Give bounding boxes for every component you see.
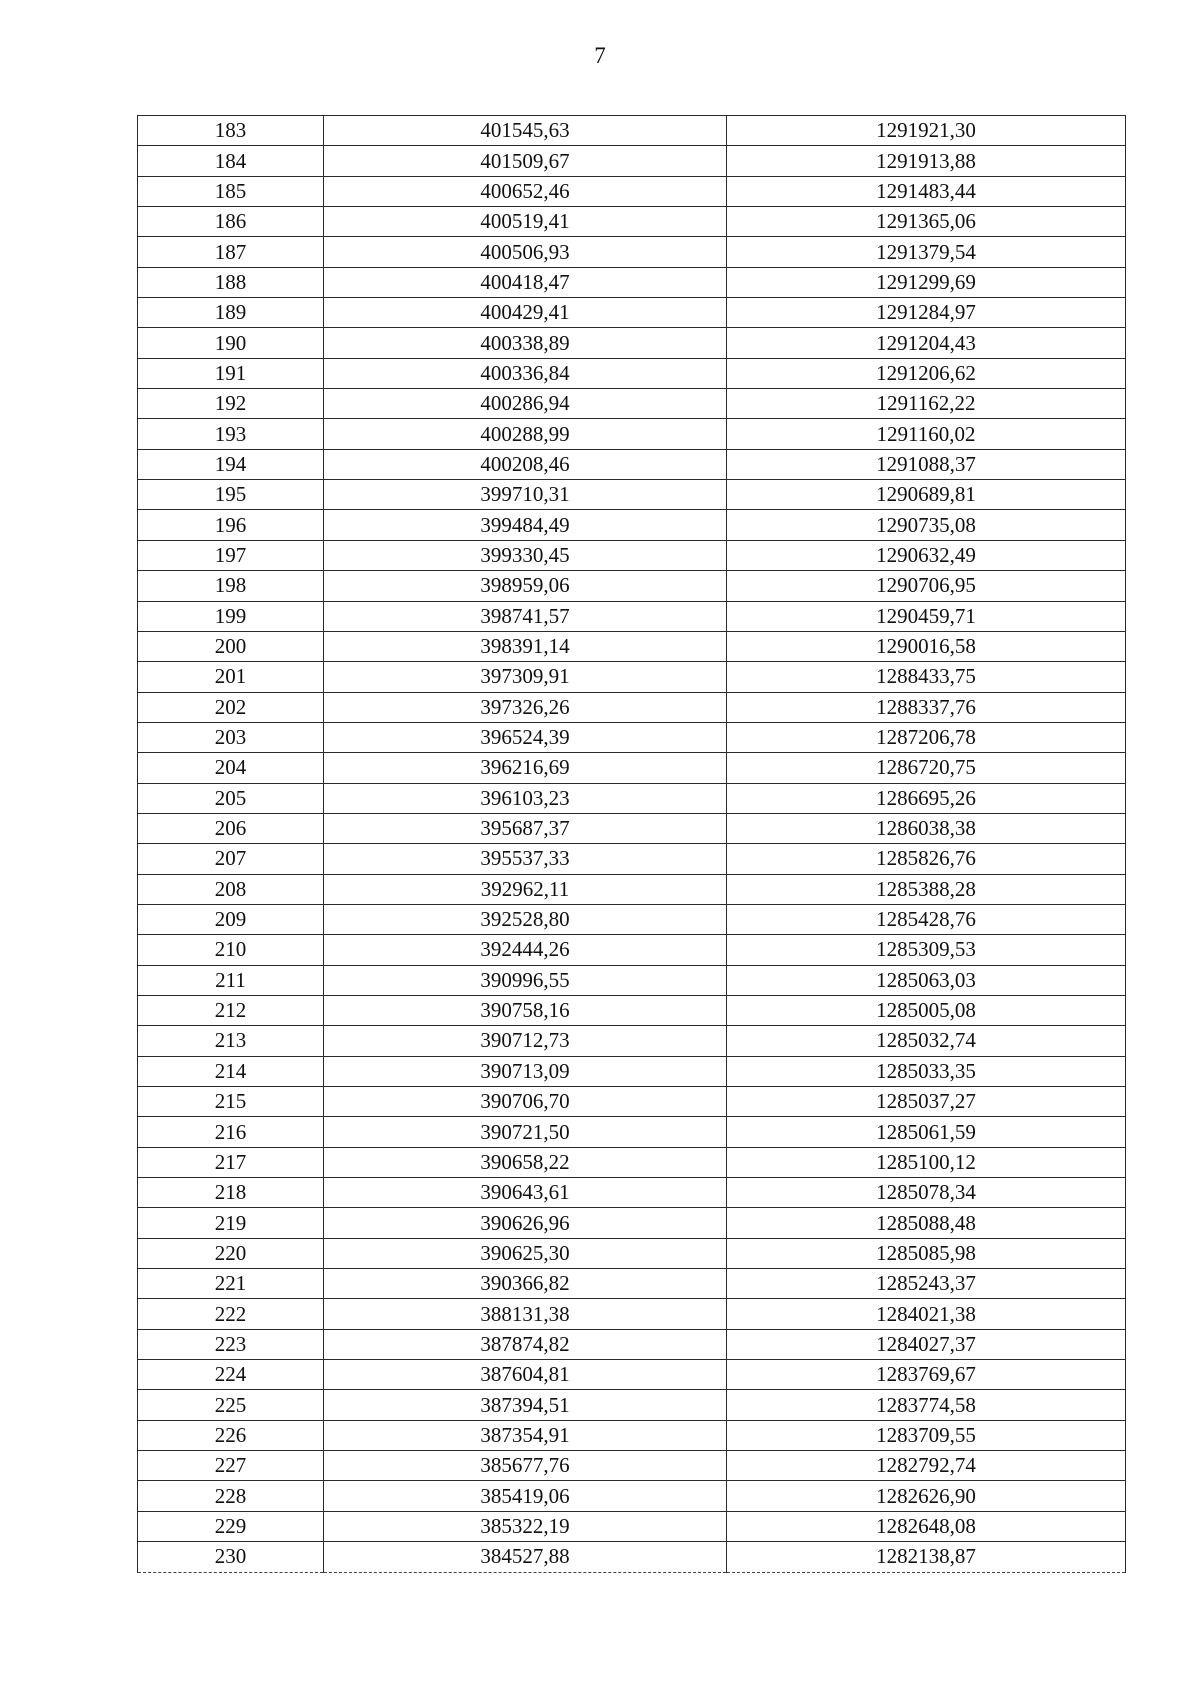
- point-number-cell: 208: [138, 874, 324, 904]
- point-number-cell: 189: [138, 298, 324, 328]
- x-coordinate-cell: 384527,88: [324, 1542, 727, 1572]
- point-number-cell: 219: [138, 1208, 324, 1238]
- table-row: [138, 298, 1126, 328]
- y-coordinate-cell: 1285309,53: [727, 935, 1126, 965]
- y-coordinate-cell: 1291483,44: [727, 176, 1126, 206]
- point-number-cell: 215: [138, 1087, 324, 1117]
- y-coordinate-cell: 1282138,87: [727, 1542, 1126, 1572]
- table-row: [138, 1087, 1126, 1117]
- table-row: [138, 1178, 1126, 1208]
- y-coordinate-cell: 1283774,58: [727, 1390, 1126, 1420]
- x-coordinate-cell: 385322,19: [324, 1511, 727, 1541]
- y-coordinate-cell: 1290689,81: [727, 480, 1126, 510]
- x-coordinate-cell: 400338,89: [324, 328, 727, 358]
- table-row: [138, 328, 1126, 358]
- table-row: [138, 1542, 1126, 1572]
- table-row: [138, 1147, 1126, 1177]
- point-number-cell: 230: [138, 1542, 324, 1572]
- point-number-cell: 226: [138, 1420, 324, 1450]
- y-coordinate-cell: 1290706,95: [727, 571, 1126, 601]
- table-row: [138, 1117, 1126, 1147]
- table-row: [138, 904, 1126, 934]
- point-number-cell: 209: [138, 904, 324, 934]
- point-number-cell: 197: [138, 540, 324, 570]
- table-row: [138, 874, 1126, 904]
- point-number-cell: 212: [138, 995, 324, 1025]
- table-row: [138, 480, 1126, 510]
- point-number-cell: 192: [138, 389, 324, 419]
- y-coordinate-cell: 1285061,59: [727, 1117, 1126, 1147]
- x-coordinate-cell: 400418,47: [324, 267, 727, 297]
- table-row: [138, 722, 1126, 752]
- y-coordinate-cell: 1285005,08: [727, 995, 1126, 1025]
- table-row: [138, 176, 1126, 206]
- y-coordinate-cell: 1285100,12: [727, 1147, 1126, 1177]
- x-coordinate-cell: 390758,16: [324, 995, 727, 1025]
- y-coordinate-cell: 1291913,88: [727, 146, 1126, 176]
- x-coordinate-cell: 396216,69: [324, 753, 727, 783]
- table-row: [138, 1238, 1126, 1268]
- table-row: [138, 935, 1126, 965]
- table-row: [138, 1299, 1126, 1329]
- y-coordinate-cell: 1290632,49: [727, 540, 1126, 570]
- table-row: [138, 1451, 1126, 1481]
- point-number-cell: 206: [138, 813, 324, 843]
- table-row: [138, 601, 1126, 631]
- point-number-cell: 196: [138, 510, 324, 540]
- x-coordinate-cell: 390626,96: [324, 1208, 727, 1238]
- x-coordinate-cell: 400519,41: [324, 207, 727, 237]
- table-row: [138, 207, 1126, 237]
- point-number-cell: 213: [138, 1026, 324, 1056]
- table-row: [138, 358, 1126, 388]
- table-row: [138, 1481, 1126, 1511]
- x-coordinate-cell: 398391,14: [324, 631, 727, 661]
- table-row: [138, 1511, 1126, 1541]
- x-coordinate-cell: 390706,70: [324, 1087, 727, 1117]
- point-number-cell: 218: [138, 1178, 324, 1208]
- y-coordinate-cell: 1286720,75: [727, 753, 1126, 783]
- table-row: [138, 449, 1126, 479]
- point-number-cell: 203: [138, 722, 324, 752]
- x-coordinate-cell: 392444,26: [324, 935, 727, 965]
- point-number-cell: 190: [138, 328, 324, 358]
- page-number: 7: [594, 43, 606, 68]
- x-coordinate-cell: 385419,06: [324, 1481, 727, 1511]
- table-row: [138, 753, 1126, 783]
- point-number-cell: 202: [138, 692, 324, 722]
- x-coordinate-cell: 390713,09: [324, 1056, 727, 1086]
- y-coordinate-cell: 1285243,37: [727, 1269, 1126, 1299]
- table-row: [138, 995, 1126, 1025]
- y-coordinate-cell: 1291088,37: [727, 449, 1126, 479]
- point-number-cell: 205: [138, 783, 324, 813]
- y-coordinate-cell: 1286038,38: [727, 813, 1126, 843]
- x-coordinate-cell: 399710,31: [324, 480, 727, 510]
- x-coordinate-cell: 400208,46: [324, 449, 727, 479]
- point-number-cell: 195: [138, 480, 324, 510]
- table-row: [138, 1269, 1126, 1299]
- y-coordinate-cell: 1288433,75: [727, 662, 1126, 692]
- table-row: [138, 1208, 1126, 1238]
- x-coordinate-cell: 400288,99: [324, 419, 727, 449]
- y-coordinate-cell: 1283709,55: [727, 1420, 1126, 1450]
- point-number-cell: 229: [138, 1511, 324, 1541]
- x-coordinate-cell: 399330,45: [324, 540, 727, 570]
- y-coordinate-cell: 1285088,48: [727, 1208, 1126, 1238]
- point-number-cell: 228: [138, 1481, 324, 1511]
- point-number-cell: 186: [138, 207, 324, 237]
- x-coordinate-cell: 390712,73: [324, 1026, 727, 1056]
- table-row: [138, 237, 1126, 267]
- table-row: [138, 1026, 1126, 1056]
- table-row: [138, 389, 1126, 419]
- x-coordinate-cell: 398741,57: [324, 601, 727, 631]
- table-row: [138, 1390, 1126, 1420]
- point-number-cell: 207: [138, 844, 324, 874]
- point-number-cell: 216: [138, 1117, 324, 1147]
- y-coordinate-cell: 1290459,71: [727, 601, 1126, 631]
- point-number-cell: 221: [138, 1269, 324, 1299]
- x-coordinate-cell: 392528,80: [324, 904, 727, 934]
- point-number-cell: 227: [138, 1451, 324, 1481]
- table-row: [138, 783, 1126, 813]
- y-coordinate-cell: 1291365,06: [727, 207, 1126, 237]
- point-number-cell: 198: [138, 571, 324, 601]
- x-coordinate-cell: 400429,41: [324, 298, 727, 328]
- point-number-cell: 214: [138, 1056, 324, 1086]
- y-coordinate-cell: 1284021,38: [727, 1299, 1126, 1329]
- coordinates-table: [137, 115, 1126, 1573]
- x-coordinate-cell: 388131,38: [324, 1299, 727, 1329]
- x-coordinate-cell: 401509,67: [324, 146, 727, 176]
- point-number-cell: 224: [138, 1360, 324, 1390]
- y-coordinate-cell: 1290016,58: [727, 631, 1126, 661]
- table-row: [138, 419, 1126, 449]
- x-coordinate-cell: 398959,06: [324, 571, 727, 601]
- table-row: [138, 510, 1126, 540]
- point-number-cell: 211: [138, 965, 324, 995]
- y-coordinate-cell: 1285826,76: [727, 844, 1126, 874]
- y-coordinate-cell: 1291204,43: [727, 328, 1126, 358]
- y-coordinate-cell: 1291162,22: [727, 389, 1126, 419]
- table-row: [138, 146, 1126, 176]
- y-coordinate-cell: 1285078,34: [727, 1178, 1126, 1208]
- x-coordinate-cell: 401545,63: [324, 116, 727, 146]
- y-coordinate-cell: 1282626,90: [727, 1481, 1126, 1511]
- point-number-cell: 217: [138, 1147, 324, 1177]
- table-row: [138, 965, 1126, 995]
- x-coordinate-cell: 396103,23: [324, 783, 727, 813]
- y-coordinate-cell: 1285388,28: [727, 874, 1126, 904]
- point-number-cell: 191: [138, 358, 324, 388]
- point-number-cell: 183: [138, 116, 324, 146]
- table-row: [138, 571, 1126, 601]
- point-number-cell: 194: [138, 449, 324, 479]
- y-coordinate-cell: 1285063,03: [727, 965, 1126, 995]
- y-coordinate-cell: 1286695,26: [727, 783, 1126, 813]
- y-coordinate-cell: 1283769,67: [727, 1360, 1126, 1390]
- y-coordinate-cell: 1290735,08: [727, 510, 1126, 540]
- y-coordinate-cell: 1282648,08: [727, 1511, 1126, 1541]
- x-coordinate-cell: 390625,30: [324, 1238, 727, 1268]
- table-row: [138, 267, 1126, 297]
- point-number-cell: 188: [138, 267, 324, 297]
- point-number-cell: 220: [138, 1238, 324, 1268]
- point-number-cell: 193: [138, 419, 324, 449]
- y-coordinate-cell: 1285033,35: [727, 1056, 1126, 1086]
- point-number-cell: 210: [138, 935, 324, 965]
- point-number-cell: 222: [138, 1299, 324, 1329]
- x-coordinate-cell: 387874,82: [324, 1329, 727, 1359]
- x-coordinate-cell: 395687,37: [324, 813, 727, 843]
- x-coordinate-cell: 390658,22: [324, 1147, 727, 1177]
- point-number-cell: 201: [138, 662, 324, 692]
- point-number-cell: 187: [138, 237, 324, 267]
- x-coordinate-cell: 392962,11: [324, 874, 727, 904]
- table-row: [138, 1420, 1126, 1450]
- table-row: [138, 1329, 1126, 1359]
- x-coordinate-cell: 390643,61: [324, 1178, 727, 1208]
- table-row: [138, 1360, 1126, 1390]
- x-coordinate-cell: 400286,94: [324, 389, 727, 419]
- point-number-cell: 223: [138, 1329, 324, 1359]
- y-coordinate-cell: 1291921,30: [727, 116, 1126, 146]
- y-coordinate-cell: 1285085,98: [727, 1238, 1126, 1268]
- x-coordinate-cell: 397309,91: [324, 662, 727, 692]
- table-row: [138, 1056, 1126, 1086]
- table-row: [138, 844, 1126, 874]
- table-row: [138, 662, 1126, 692]
- point-number-cell: 184: [138, 146, 324, 176]
- point-number-cell: 204: [138, 753, 324, 783]
- y-coordinate-cell: 1291160,02: [727, 419, 1126, 449]
- table-row: [138, 540, 1126, 570]
- x-coordinate-cell: 387394,51: [324, 1390, 727, 1420]
- x-coordinate-cell: 396524,39: [324, 722, 727, 752]
- x-coordinate-cell: 395537,33: [324, 844, 727, 874]
- x-coordinate-cell: 390996,55: [324, 965, 727, 995]
- x-coordinate-cell: 400336,84: [324, 358, 727, 388]
- y-coordinate-cell: 1291206,62: [727, 358, 1126, 388]
- point-number-cell: 185: [138, 176, 324, 206]
- y-coordinate-cell: 1282792,74: [727, 1451, 1126, 1481]
- x-coordinate-cell: 385677,76: [324, 1451, 727, 1481]
- x-coordinate-cell: 387354,91: [324, 1420, 727, 1450]
- table-row: [138, 631, 1126, 661]
- y-coordinate-cell: 1287206,78: [727, 722, 1126, 752]
- table-row: [138, 813, 1126, 843]
- y-coordinate-cell: 1288337,76: [727, 692, 1126, 722]
- x-coordinate-cell: 387604,81: [324, 1360, 727, 1390]
- y-coordinate-cell: 1291379,54: [727, 237, 1126, 267]
- table-row: [138, 692, 1126, 722]
- point-number-cell: 200: [138, 631, 324, 661]
- point-number-cell: 199: [138, 601, 324, 631]
- x-coordinate-cell: 400652,46: [324, 176, 727, 206]
- y-coordinate-cell: 1285032,74: [727, 1026, 1126, 1056]
- x-coordinate-cell: 390721,50: [324, 1117, 727, 1147]
- point-number-cell: 225: [138, 1390, 324, 1420]
- x-coordinate-cell: 397326,26: [324, 692, 727, 722]
- y-coordinate-cell: 1284027,37: [727, 1329, 1126, 1359]
- y-coordinate-cell: 1291284,97: [727, 298, 1126, 328]
- x-coordinate-cell: 399484,49: [324, 510, 727, 540]
- table-row: [138, 116, 1126, 146]
- x-coordinate-cell: 400506,93: [324, 237, 727, 267]
- y-coordinate-cell: 1285037,27: [727, 1087, 1126, 1117]
- x-coordinate-cell: 390366,82: [324, 1269, 727, 1299]
- coordinates-table-body: [138, 116, 1126, 1573]
- y-coordinate-cell: 1291299,69: [727, 267, 1126, 297]
- y-coordinate-cell: 1285428,76: [727, 904, 1126, 934]
